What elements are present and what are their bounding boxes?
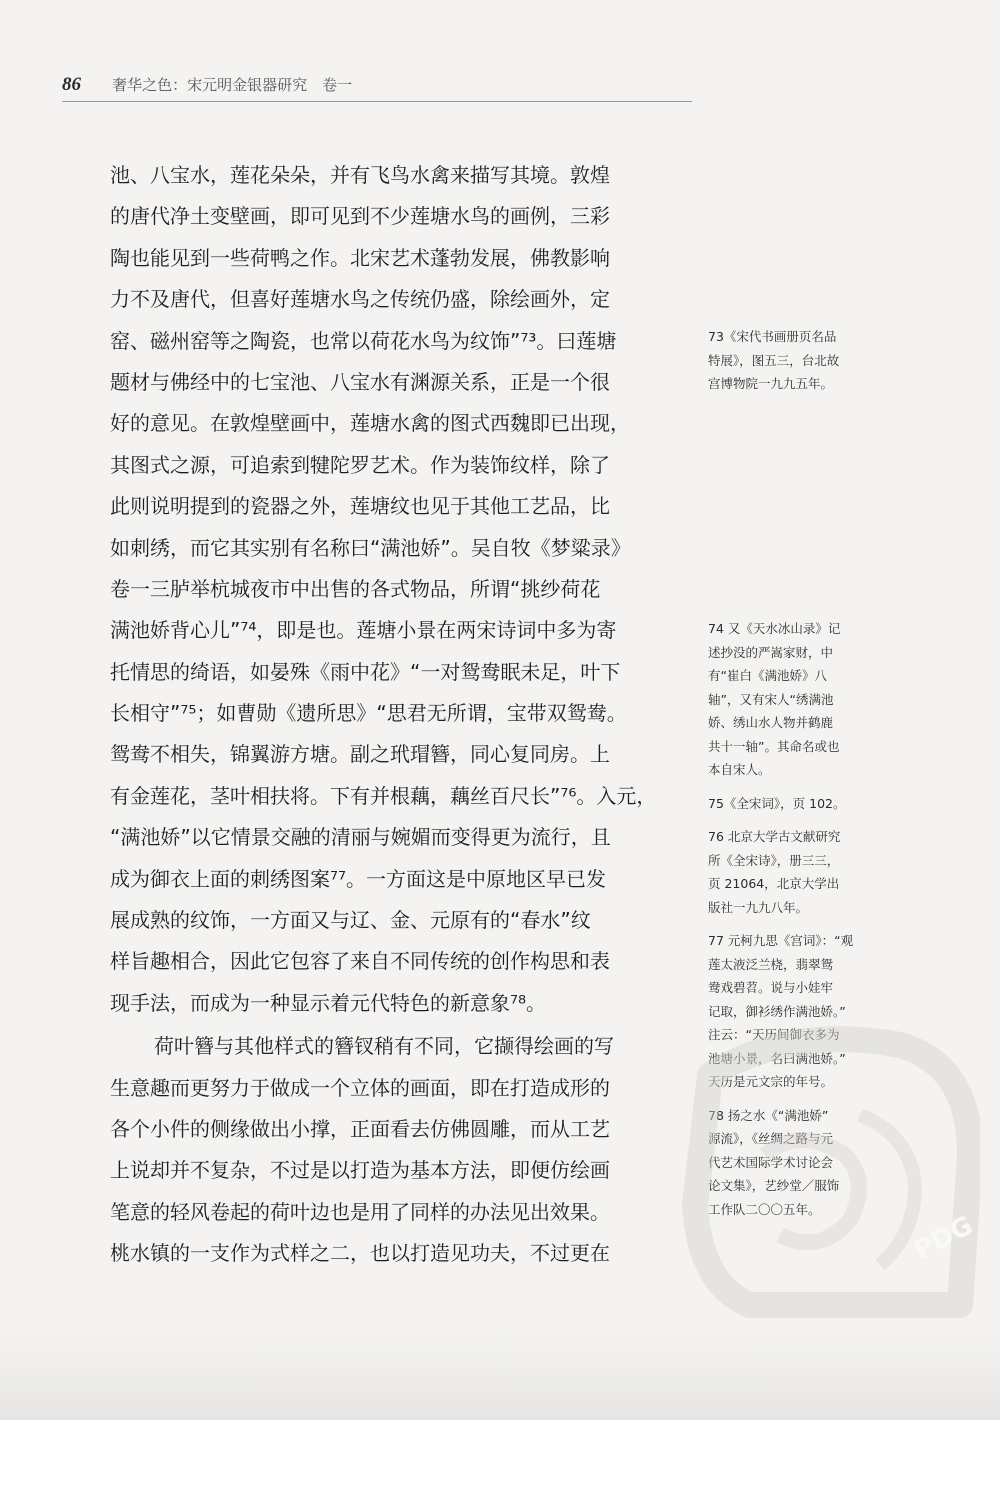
- text-line: 力不及唐代，但喜好莲塘水鸟之传统仍盛，除绘画外，定: [110, 287, 610, 312]
- text-line: 鸳鸯不相失，锦翼游方塘。副之玳瑁簪，同心复同房。上: [110, 742, 610, 767]
- footnote-line: 特展》，图五三，台北故: [708, 352, 840, 368]
- text-line: 此则说明提到的瓷器之外，莲塘纹也见于其他工艺品，比: [110, 494, 610, 519]
- footnote-74: [708, 617, 888, 782]
- text-line: 样旨趣相合，因此它包容了来自不同传统的创作构思和表: [110, 949, 610, 974]
- text-line: 如刺绣，而它其实别有名称曰“满池娇”。吴自牧《梦粱录》: [110, 535, 631, 560]
- footnote-line: 记取，御衫绣作满池娇。”: [708, 1003, 846, 1019]
- text-line: 其图式之源，可追索到犍陀罗艺术。作为装饰纹样，除了: [110, 452, 610, 477]
- watermark-seal: [695, 1039, 970, 1305]
- footnote-line: 宫博物院一九九五年。: [708, 376, 834, 391]
- footnote-line: 工作队二〇〇五年。: [708, 1201, 821, 1217]
- paragraph-1: [110, 155, 680, 1024]
- text-line: 满池娇背心儿”⁷⁴，即是也。莲塘小景在两宋诗词中多为寄: [110, 618, 617, 643]
- footnote-line: 版社一九九八年。: [708, 899, 809, 915]
- footnote-line: 74 又《天水冰山录》记: [708, 621, 841, 636]
- footnote-line: 鸯戏碧苕。说与小娃牢: [708, 980, 834, 995]
- footnote-line: 有“崔白《满池娇》八: [708, 668, 827, 683]
- footnote-line: 78 扬之水《“满池娇”: [708, 1107, 829, 1123]
- text-line: 陶也能见到一些荷鸭之作。北宋艺术蓬勃发展，佛教影响: [110, 245, 610, 270]
- main-text: [110, 155, 680, 1275]
- text-line: 托情思的绮语，如晏殊《雨中花》“一对鸳鸯眠未足，叶下: [110, 659, 621, 684]
- pdg-watermark: [670, 1005, 980, 1335]
- footnote-line: 75《全宋词》，页 102。: [708, 795, 846, 811]
- footnote-line: 77 元柯九思《宫词》：“观: [708, 933, 854, 948]
- text-line: 生意趣而更努力于做成一个立体的画面，即在打造成形的: [110, 1075, 610, 1100]
- paragraph-2: [110, 1026, 680, 1274]
- text-line: 题材与佛经中的七宝池、八宝水有渊源关系，正是一个很: [110, 369, 610, 394]
- header-rule: [62, 101, 692, 102]
- footnote-line: 天历是元文宗的年号。: [708, 1074, 834, 1089]
- watermark-label: PDG: [909, 1210, 979, 1267]
- text-line: 各个小件的侧缘做出小撑，正面看去仿佛圆雕，而从工艺: [110, 1116, 610, 1141]
- page-number: 86: [62, 74, 81, 95]
- footnote-73: [708, 325, 888, 396]
- text-line: 窑、磁州窑等之陶瓷，也常以荷花水鸟为纹饰”⁷³。曰莲塘: [110, 328, 617, 353]
- text-line: 现手法，而成为一种显示着元代特色的新意象⁷⁸。: [110, 990, 547, 1015]
- text-line: 成为御衣上面的刺绣图案⁷⁷。一方面这是中原地区早已发: [110, 866, 607, 891]
- text-line: 荷叶簪与其他样式的簪钗稍有不同，它撷得绘画的写: [154, 1034, 614, 1059]
- text-line: 有金莲花，茎叶相扶将。下有并根藕，藕丝百尺长”⁷⁶。入元，: [110, 783, 657, 808]
- text-line: 展成熟的纹饰，一方面又与辽、金、元原有的“春水”纹: [110, 908, 591, 933]
- footnote-line: 论文集》，艺纱堂／服饰: [708, 1178, 840, 1193]
- footnote-line: 轴”，又有宋人“绣满池: [708, 691, 834, 707]
- footnote-line: 本自宋人。: [708, 762, 771, 777]
- footnote-76: [708, 825, 888, 919]
- text-line: 长相守”⁷⁵；如曹勋《遗所思》“思君无所谓，宝带双鸳鸯。: [110, 701, 627, 726]
- footnote-line: 池塘小景，名曰满池娇。”: [708, 1050, 846, 1066]
- footnote-line: 娇、绣山水人物并鹤鹿: [708, 715, 834, 730]
- footnote-line: 源流》，《丝绸之路与元: [708, 1131, 834, 1146]
- footnote-line: 76 北京大学古文献研究: [708, 829, 841, 844]
- footnote-line: 述抄没的严嵩家财，中: [708, 644, 834, 660]
- text-line: 好的意见。在敦煌壁画中，莲塘水禽的图式西魏即已出现，: [110, 411, 630, 436]
- footnote-line: 73《宋代书画册页名品: [708, 329, 837, 344]
- footnote-line: 代艺术国际学术讨论会: [708, 1154, 834, 1170]
- footnote-line: 莲太液泛兰桡，翡翠鸳: [708, 956, 834, 972]
- footnote-line: 注云：“天历间御衣多为: [708, 1027, 840, 1042]
- footnote-line: 页 21064，北京大学出: [708, 876, 840, 891]
- page-header: [62, 74, 352, 100]
- footnote-75: [708, 792, 888, 816]
- text-line: 上说却并不复杂，不过是以打造为基本方法，即便仿绘画: [110, 1158, 610, 1183]
- footnote-line: 共十一轴”。其命名或也: [708, 738, 840, 754]
- text-line: 池、八宝水，莲花朵朵，并有飞鸟水禽来描写其境。敦煌: [110, 163, 610, 187]
- scan-shadow: [0, 1325, 1000, 1420]
- running-title: 奢华之色：宋元明金银器研究 卷一: [112, 76, 353, 94]
- text-line: “满池娇”以它情景交融的清丽与婉媚而变得更为流行，且: [110, 825, 611, 850]
- footnote-line: 所《全宋诗》，册三三，: [708, 852, 840, 868]
- text-line: 笔意的轻风卷起的荷叶边也是用了同样的办法见出效果。: [110, 1199, 610, 1224]
- text-line: 桃水镇的一支作为式样之二，也以打造见功夫，不过更在: [110, 1241, 610, 1266]
- text-line: 卷一三胪举杭城夜市中出售的各式物品，所谓“挑纱荷花: [110, 576, 601, 601]
- text-line: 的唐代净土变壁画，即可见到不少莲塘水鸟的画例，三彩: [110, 204, 610, 229]
